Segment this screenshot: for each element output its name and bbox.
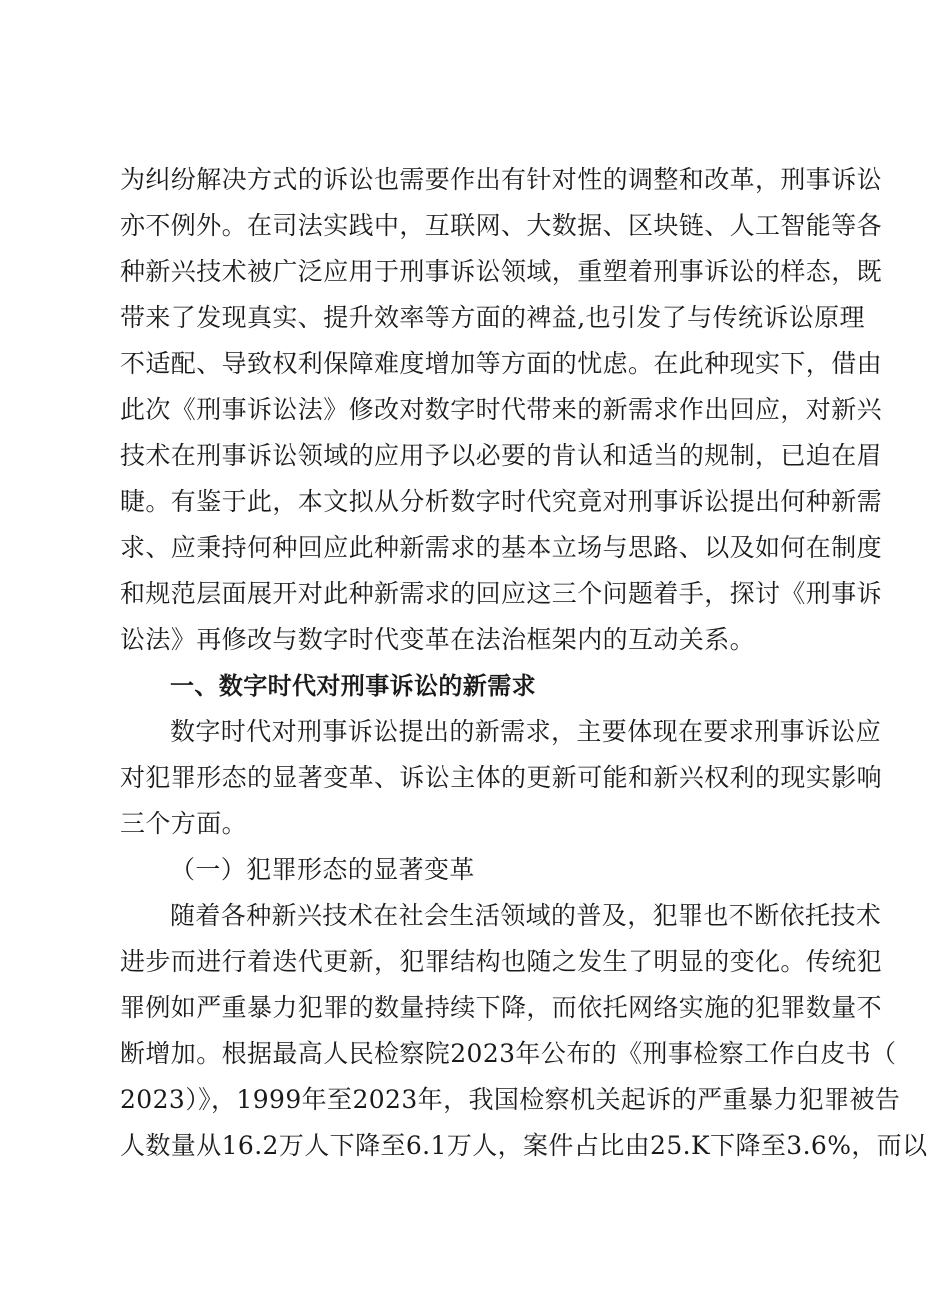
- paragraph-line: 断增加。根据最高人民检察院2023年公布的《刑事检察工作白皮书（: [120, 1039, 897, 1068]
- paragraph-line: 讼法》再修改与数字时代变革在法治框架内的互动关系。: [120, 625, 756, 654]
- paragraph-line: 技术在刑事诉讼领域的应用予以必要的肯认和适当的规制，已迫在眉: [120, 441, 883, 470]
- paragraph-line: 带来了发现真实、提升效率等方面的裨益,也引发了与传统诉讼原理: [120, 303, 865, 332]
- paragraph-line: 亦不例外。在司法实践中，互联网、大数据、区块链、人工智能等各: [120, 211, 883, 240]
- paragraph-line: 人数量从16.2万人下降至6.1万人，案件占比由25.K下降至3.6%，而以: [120, 1131, 928, 1160]
- subsection-heading: （一）犯罪形态的显著变革: [170, 855, 475, 884]
- paragraph-line: 种新兴技术被广泛应用于刑事诉讼领域，重塑着刑事诉讼的样态，既: [120, 257, 883, 286]
- paragraph-line: 为纠纷解决方式的诉讼也需要作出有针对性的调整和改革，刑事诉讼: [120, 165, 883, 194]
- paragraph-line: 求、应秉持何种回应此种新需求的基本立场与思路、以及如何在制度: [120, 533, 883, 562]
- paragraph-line: 和规范层面展开对此种新需求的回应这三个问题着手，探讨《刑事诉: [120, 579, 883, 608]
- paragraph-line: 罪例如严重暴力犯罪的数量持续下降，而依托网络实施的犯罪数量不: [120, 993, 883, 1022]
- paragraph-line: 数字时代对刑事诉讼提出的新需求，主要体现在要求刑事诉讼应: [170, 717, 882, 746]
- paragraph-line: 对犯罪形态的显著变革、诉讼主体的更新可能和新兴权利的现实影响: [120, 763, 883, 792]
- paragraph-line: 此次《刑事诉讼法》修改对数字时代带来的新需求作出回应，对新兴: [120, 395, 883, 424]
- paragraph-line: 三个方面。: [120, 809, 248, 838]
- section-heading: 一、数字时代对刑事诉讼的新需求: [170, 672, 536, 700]
- paragraph-line: 不适配、导致权利保障难度增加等方面的忧虑。在此种现实下，借由: [120, 349, 883, 378]
- paragraph-line: 随着各种新兴技术在社会生活领域的普及，犯罪也不断依托技术: [170, 901, 882, 930]
- paragraph-line: 睫。有鉴于此，本文拟从分析数字时代究竟对刑事诉讼提出何种新需: [120, 487, 883, 516]
- paragraph-line: 2023）》，1999年至2023年，我国检察机关起诉的严重暴力犯罪被告: [120, 1085, 901, 1114]
- paragraph-line: 进步而进行着迭代更新，犯罪结构也随之发生了明显的变化。传统犯: [120, 947, 883, 976]
